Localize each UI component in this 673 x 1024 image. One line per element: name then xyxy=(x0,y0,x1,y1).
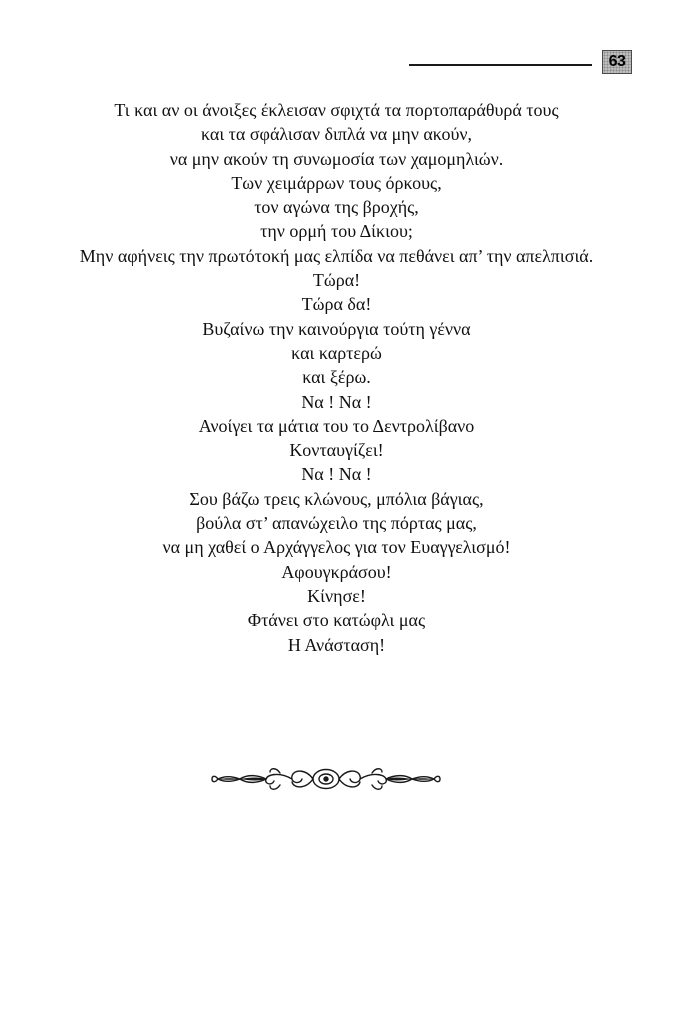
poem-line: και καρτερώ xyxy=(291,342,382,363)
poem-line: βούλα στ’ απανώχειλο της πόρτας μας, xyxy=(196,513,477,534)
poem-line: τον αγώνα της βροχής, xyxy=(254,197,419,218)
page-number: 63 xyxy=(602,50,632,74)
poem-line: Μην αφήνεις την πρωτότοκή μας ελπίδα να πεθάνει απ’ την απελπισιά. xyxy=(79,245,594,266)
poem-line: Βυζαίνω την καινούργια τούτη γέννα xyxy=(202,318,471,339)
poem-line: Αφουγκράσου! xyxy=(281,561,392,582)
poem-line: Σου βάζω τρεις κλώνους, μπόλια βάγιας, xyxy=(189,488,484,509)
poem-line: Τώρα δα! xyxy=(301,294,372,315)
poem-line: να μην ακούν τη συνωμοσία των χαμομηλιών. xyxy=(169,148,504,169)
poem-line: Φτάνει στο κατώφλι μας xyxy=(247,610,426,631)
poem-line: Η Ανάσταση! xyxy=(287,634,386,655)
poem-line: Των χειμάρρων τους όρκους, xyxy=(231,172,442,193)
poem-line: Τώρα! xyxy=(312,270,361,291)
poem-line: και ξέρω. xyxy=(302,367,371,388)
poem-line: Να ! Να ! xyxy=(301,464,372,485)
poem-line: Τι και αν οι άνοιξες έκλεισαν σφιχτά τα πορτοπαράθυρά τους xyxy=(114,100,559,120)
poem xyxy=(0,98,673,657)
poem-line: και τα σφάλισαν διπλά να μην ακούν, xyxy=(201,124,472,145)
poem-line: Ανοίγει τα μάτια του το Δεντρολίβανο xyxy=(198,415,475,436)
poem-line: Κίνησε! xyxy=(307,585,366,606)
header-rule xyxy=(409,64,592,66)
decorative-scroll-ornament-icon xyxy=(210,763,442,795)
poem-line: Κονταυγίζει! xyxy=(289,440,384,461)
poem-line: την ορμή του Δίκιου; xyxy=(260,221,413,242)
poem-line: Να ! Να ! xyxy=(301,391,372,412)
poem-line: να μη χαθεί ο Αρχάγγελος για τον Ευαγγελισμό! xyxy=(162,537,511,558)
